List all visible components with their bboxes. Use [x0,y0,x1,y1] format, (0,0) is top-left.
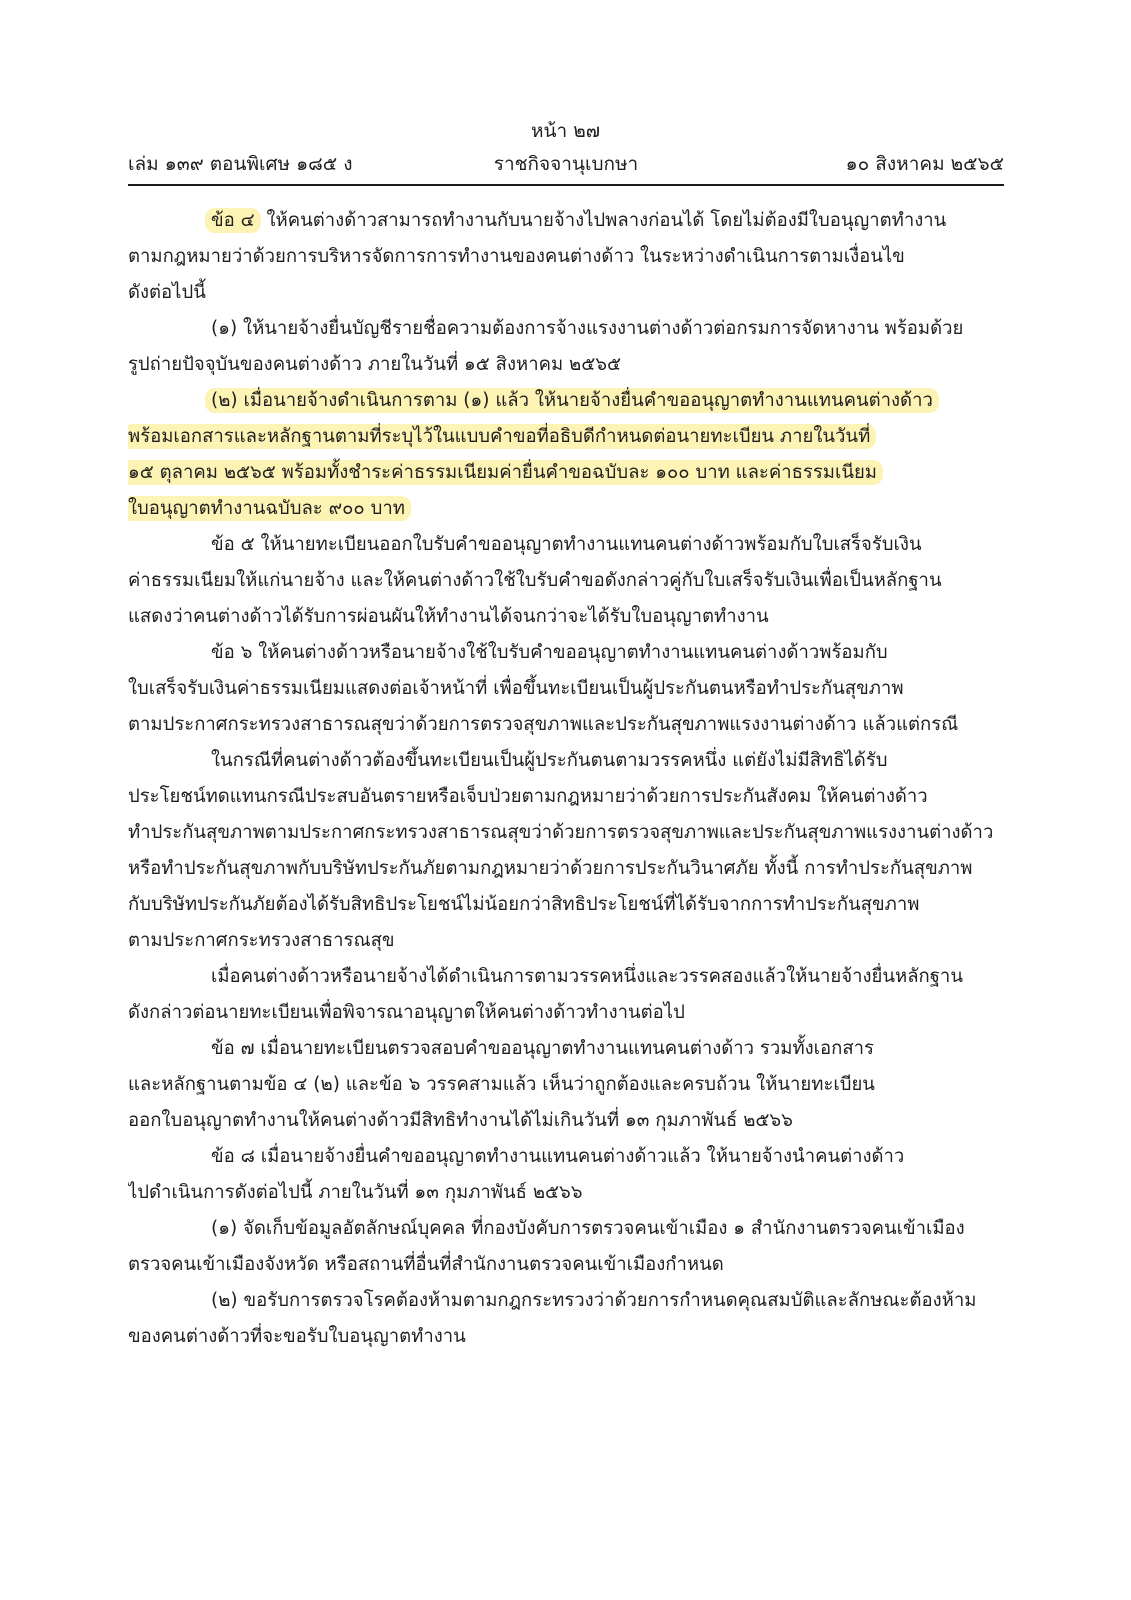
text-line: ข้อ ๕ ให้นายทะเบียนออกใบรับคำขออนุญาตทำงานแทนคนต่างด้าวพร้อมกับใบเสร็จรับเงิน [211,534,922,555]
text-line: ออกใบอนุญาตทำงานให้คนต่างด้าวมีสิทธิทำงานได้ไม่เกินวันที่ ๑๓ กุมภาพันธ์ ๒๕๖๖ [128,1110,793,1131]
text-line: (๑) ให้นายจ้างยื่นบัญชีรายชื่อความต้องการจ้างแรงงานต่างด้าวต่อกรมการจัดหางาน พร้อมด้วย [211,318,964,339]
text-line: (๒) ขอรับการตรวจโรคต้องห้ามตามกฎกระทรวงว่าด้วยการกำหนดคุณสมบัติและลักษณะต้องห้าม [211,1290,977,1311]
highlight: ใบอนุญาตทำงานฉบับละ ๙๐๐ บาท [128,496,411,521]
text-line: กับบริษัทประกันภัยต้องได้รับสิทธิประโยชน์ไม่น้อยกว่าสิทธิประโยชน์ที่ได้รับจากการทำประกันสุขภาพ [128,894,920,915]
text-line: ข้อ ๘ เมื่อนายจ้างยื่นคำขออนุญาตทำงานแทนคนต่างด้าวแล้ว ให้นายจ้างนำคนต่างด้าว [211,1146,905,1167]
text-line [128,455,1004,491]
text-line: แสดงว่าคนต่างด้าวได้รับการผ่อนผันให้ทำงานได้จนกว่าจะได้รับใบอนุญาตทำงาน [128,606,769,627]
header-rule [128,184,1004,186]
text-line: (๑) จัดเก็บข้อมูลอัตลักษณ์บุคคล ที่กองบังคับการตรวจคนเข้าเมือง ๑ สำนักงานตรวจคนเข้าเมือง [211,1218,965,1239]
text-line: ดังกล่าวต่อนายทะเบียนเพื่อพิจารณาอนุญาตให้คนต่างด้าวทำงานต่อไป [128,1002,685,1023]
text-line [128,383,1004,419]
text-line: รูปถ่ายปัจจุบันของคนต่างด้าว ภายในวันที่ ๑๕ สิงหาคม ๒๕๖๕ [128,354,621,375]
publication-date: ๑๐ สิงหาคม ๒๕๖๕ [845,153,1004,175]
text-line: ของคนต่างด้าวที่จะขอรับใบอนุญาตทำงาน [128,1326,466,1347]
text-line: และหลักฐานตามข้อ ๔ (๒) และข้อ ๖ วรรคสามแล้ว เห็นว่าถูกต้องและครบถ้วน ให้นายทะเบียน [128,1074,875,1095]
text-line: ทำประกันสุขภาพตามประกาศกระทรวงสาธารณสุขว่าด้วยการตรวจสุขภาพและประกันสุขภาพแรงงานต่างด้าว [128,822,994,843]
gazette-title: ราชกิจจานุเบกษา [493,153,639,175]
text-line [128,419,1004,455]
highlight: พร้อมเอกสารและหลักฐานตามที่ระบุไว้ในแบบคำขอที่อธิบดีกำหนดต่อนายทะเบียน ภายในวันที่ [128,424,876,449]
text-line: ค่าธรรมเนียมให้แก่นายจ้าง และให้คนต่างด้าวใช้ใบรับคำขอดังกล่าวคู่กับใบเสร็จรับเงินเพื่อเป็นหลักฐาน [128,570,942,591]
text-line: ตามประกาศกระทรวงสาธารณสุขว่าด้วยการตรวจสุขภาพและประกันสุขภาพแรงงานต่างด้าว แล้วแต่กรณี [128,714,959,735]
highlight: ๑๕ ตุลาคม ๒๕๖๕ พร้อมทั้งชำระค่าธรรมเนียมค่ายื่นคำขอฉบับละ ๑๐๐ บาท และค่าธรรมเนียม [128,460,883,485]
text-line: ใบเสร็จรับเงินค่าธรรมเนียมแสดงต่อเจ้าหน้าที่ เพื่อขึ้นทะเบียนเป็นผู้ประกันตนหรือทำประกันสุขภาพ [128,678,904,699]
document-body [128,203,1004,1355]
text-line: ข้อ ๗ เมื่อนายทะเบียนตรวจสอบคำขออนุญาตทำงานแทนคนต่างด้าว รวมทั้งเอกสาร [211,1038,874,1059]
text-line: หรือทำประกันสุขภาพกับบริษัทประกันภัยตามกฎหมายว่าด้วยการประกันวินาศภัย ทั้งนี้ การทำประกันสุขภาพ [128,858,973,879]
line-text: ให้คนต่างด้าวสามารถทำงานกับนายจ้างไปพลางก่อนได้ โดยไม่ต้องมีใบอนุญาตทำงาน [260,210,947,231]
volume-info: เล่ม ๑๓๙ ตอนพิเศษ ๑๘๕ ง [128,153,353,175]
text-line [128,491,1004,527]
text-line [128,203,1004,239]
highlight: ข้อ ๔ [205,208,261,233]
text-line: ในกรณีที่คนต่างด้าวต้องขึ้นทะเบียนเป็นผู้ประกันตนตามวรรคหนึ่ง แต่ยังไม่มีสิทธิได้รับ [211,750,888,771]
text-line: ตามประกาศกระทรวงสาธารณสุข [128,930,395,951]
page-number: หน้า ๒๗ [530,120,601,142]
text-line: เมื่อคนต่างด้าวหรือนายจ้างได้ดำเนินการตามวรรคหนึ่งและวรรคสองแล้วให้นายจ้างยื่นหลักฐาน [211,966,963,987]
text-line: ตรวจคนเข้าเมืองจังหวัด หรือสถานที่อื่นที่สำนักงานตรวจคนเข้าเมืองกำหนด [128,1254,724,1275]
highlight: (๒) เมื่อนายจ้างดำเนินการตาม (๑) แล้ว ให้นายจ้างยื่นคำขออนุญาตทำงานแทนคนต่างด้าว [205,388,939,413]
text-line: ดังต่อไปนี้ [128,282,206,303]
text-line: ตามกฎหมายว่าด้วยการบริหารจัดการการทำงานของคนต่างด้าว ในระหว่างดำเนินการตามเงื่อนไข [128,246,905,267]
text-line: ข้อ ๖ ให้คนต่างด้าวหรือนายจ้างใช้ใบรับคำขออนุญาตทำงานแทนคนต่างด้าวพร้อมกับ [211,642,888,663]
header-row [128,149,1004,177]
text-line: ไปดำเนินการดังต่อไปนี้ ภายในวันที่ ๑๓ กุมภาพันธ์ ๒๕๖๖ [128,1182,583,1203]
text-line: ประโยชน์ทดแทนกรณีประสบอันตรายหรือเจ็บป่วยตามกฎหมายว่าด้วยการประกันสังคม ให้คนต่างด้าว [128,786,928,807]
